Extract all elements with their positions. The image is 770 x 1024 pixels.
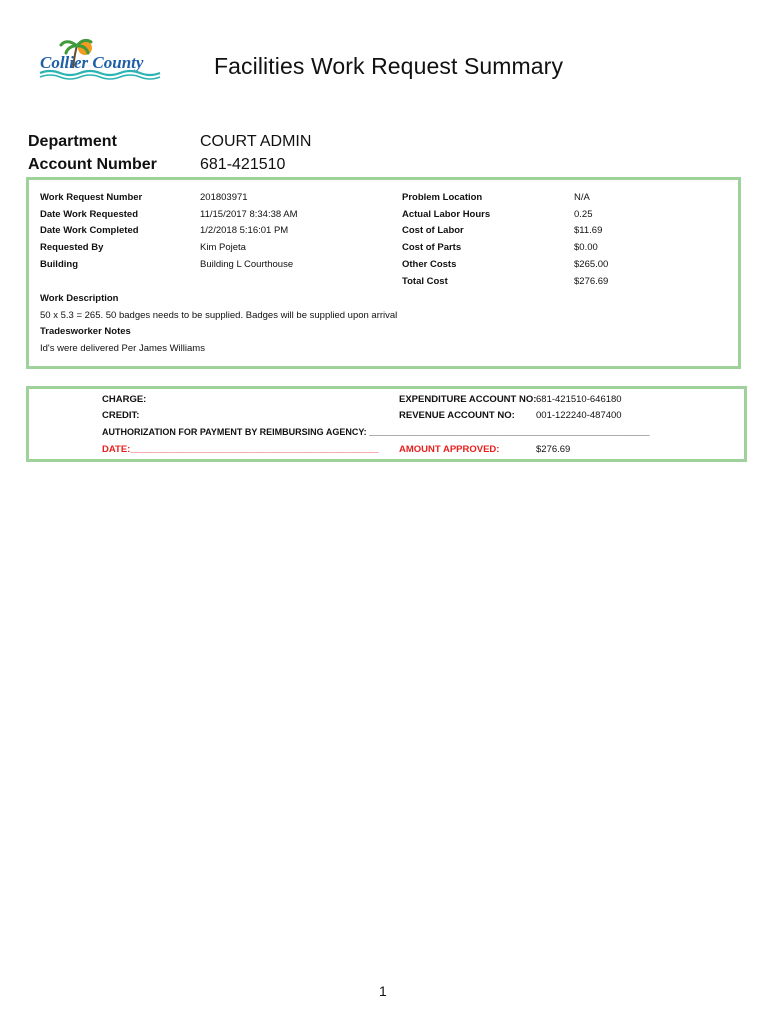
cost-of-labor-label: Cost of Labor <box>402 225 464 236</box>
cost-of-parts-value: $0.00 <box>574 242 598 253</box>
work-description-value: 50 x 5.3 = 265. 50 badges needs to be supplied. Badges will be supplied upon arrival <box>40 310 398 321</box>
cost-of-parts-label: Cost of Parts <box>402 242 462 253</box>
amount-approved-value: $276.69 <box>536 444 571 455</box>
work-request-number-value: 201803971 <box>200 192 248 203</box>
department-value: COURT ADMIN <box>200 133 312 150</box>
problem-location-label: Problem Location <box>402 192 483 203</box>
expenditure-account-label: EXPENDITURE ACCOUNT NO: <box>399 394 537 405</box>
charge-label: CHARGE: <box>102 394 147 405</box>
department-label: Department <box>28 133 117 150</box>
page-title: Facilities Work Request Summary <box>214 53 564 79</box>
actual-labor-hours-value: 0.25 <box>574 209 593 220</box>
revenue-account-label: REVENUE ACCOUNT NO: <box>399 410 515 421</box>
actual-labor-hours-label: Actual Labor Hours <box>402 209 491 220</box>
svg-text:Collier County: Collier County <box>40 53 144 72</box>
cost-of-labor-value: $11.69 <box>574 225 603 236</box>
tradesworker-notes-value: Id's were delivered Per James Williams <box>40 343 205 354</box>
requested-by-label: Requested By <box>40 242 104 253</box>
total-cost-value: $276.69 <box>574 276 609 287</box>
date-signature-line: DATE:_______________________________________________ <box>102 444 379 455</box>
tradesworker-notes-label: Tradesworker Notes <box>40 326 131 337</box>
page-number: 1 <box>379 983 387 999</box>
collier-county-logo <box>36 36 166 80</box>
date-work-completed-value: 1/2/2018 5:16:01 PM <box>200 225 289 236</box>
date-work-completed-label: Date Work Completed <box>40 225 139 236</box>
requested-by-value: Kim Pojeta <box>200 242 246 253</box>
account-number-value: 681-421510 <box>200 156 286 173</box>
building-value: Building L Courthouse <box>200 259 294 270</box>
date-work-requested-label: Date Work Requested <box>40 209 139 220</box>
work-request-number-label: Work Request Number <box>40 192 143 203</box>
authorization-signature-line: AUTHORIZATION FOR PAYMENT BY REIMBURSING AGENCY: ________________________________________________________ <box>102 427 650 437</box>
account-number-label: Account Number <box>28 156 157 173</box>
other-costs-value: $265.00 <box>574 259 609 270</box>
credit-label: CREDIT: <box>102 410 140 421</box>
other-costs-label: Other Costs <box>402 259 457 270</box>
total-cost-label: Total Cost <box>402 276 448 287</box>
work-request-details-box <box>26 177 741 369</box>
amount-approved-label: AMOUNT APPROVED: <box>399 444 500 455</box>
revenue-account-value: 001-122240-487400 <box>536 410 622 421</box>
expenditure-account-value: 681-421510-646180 <box>536 394 622 405</box>
work-description-label: Work Description <box>40 293 119 304</box>
building-label: Building <box>40 259 78 270</box>
problem-location-value: N/A <box>574 192 590 203</box>
date-work-requested-value: 11/15/2017 8:34:38 AM <box>200 209 298 220</box>
